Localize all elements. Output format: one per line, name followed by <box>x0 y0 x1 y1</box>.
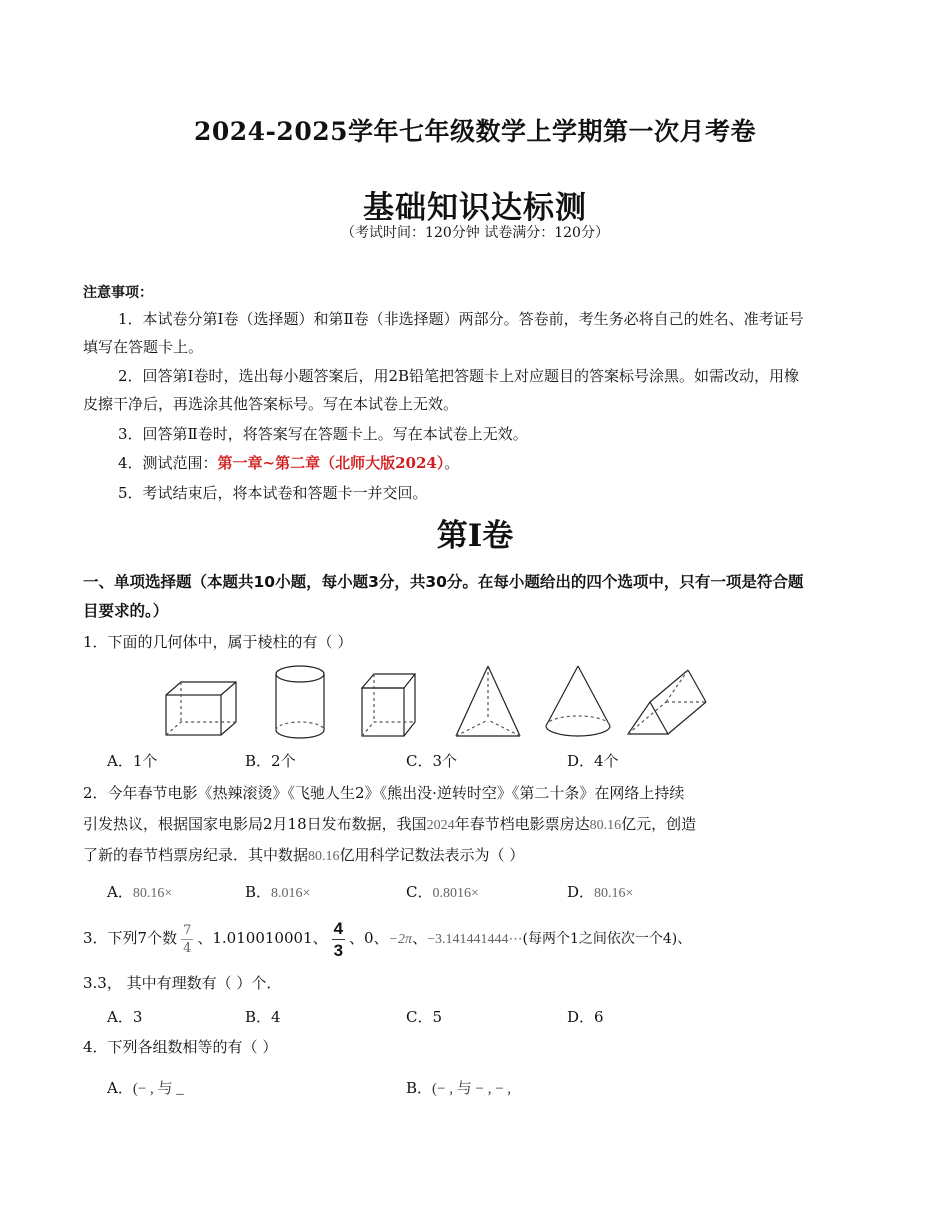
note-4-suffix: 。 <box>444 454 460 472</box>
note-4 <box>83 449 813 477</box>
pyramid-icon <box>456 666 520 736</box>
q1-option-a[interactable]: A．1个 <box>107 752 158 770</box>
note-4-prefix: 4．测试范围： <box>118 454 218 472</box>
fraction-7-4-denominator: 4 <box>183 940 192 956</box>
q3-option-b[interactable]: B．4 <box>245 1008 281 1026</box>
fraction-7-4 <box>181 924 193 955</box>
question-1-stem: 1．下面的几何体中，属于棱柱的有（ ） <box>83 633 353 651</box>
fraction-4-3 <box>332 920 345 959</box>
fraction-4-3-denominator: 3 <box>333 940 344 960</box>
exam-info: （考试时间：120分钟 试卷满分：120分） <box>341 225 609 241</box>
fraction-7-4-numerator: 7 <box>183 922 192 938</box>
q2-option-b-value: 8.016× <box>271 886 311 901</box>
square-prism-icon <box>362 674 415 736</box>
volume-title: 第Ⅰ卷 <box>436 518 514 554</box>
q3-suffix: (每两个1之间依次一个4)、 <box>522 931 692 947</box>
q2-option-d[interactable] <box>567 881 633 902</box>
q3-long-number: −3.141441444⋯ <box>427 932 523 947</box>
page-subtitle: 基础知识达标测 <box>363 190 587 226</box>
q2-option-a-label: A． <box>107 883 133 901</box>
q2-text-b: 年春节档电影票房达 <box>454 815 590 833</box>
q2-option-c[interactable] <box>406 881 479 902</box>
cone-icon <box>546 666 610 736</box>
q3-option-c[interactable]: C．5 <box>406 1008 443 1026</box>
q3-neg-2pi: −2π <box>388 932 413 947</box>
q2-option-d-label: D． <box>567 883 595 901</box>
question-2-line-3 <box>83 841 818 871</box>
page-title: 2024-2025学年七年级数学上学期第一次月考卷 <box>193 117 757 146</box>
q3-number-3: 、0、 <box>349 929 389 947</box>
question-3-line-2: 3.3， 其中有理数有（ ）个． <box>83 974 282 992</box>
note-2: 2．回答第Ⅰ卷时，选出每小题答案后，用2B铅笔把答题卡上对应题目的答案标号涂黑。如需改动，用橡皮擦干净后，再选涂其他答案标号。写在本试卷上无效。 <box>83 367 800 413</box>
q2-option-c-label: C． <box>406 883 433 901</box>
notes-heading: 注意事项： <box>83 285 153 301</box>
fraction-4-3-numerator: 4 <box>333 918 344 938</box>
triangular-prism-icon <box>628 670 706 734</box>
q2-text-a: 引发热议，根据国家电影局2月18日发布数据，我国 <box>83 815 427 833</box>
q2-option-b-label: B． <box>245 883 272 901</box>
question-2-line-1: 2．今年春节电影《热辣滚烫》《飞驰人生2》《熊出没·逆转时空》《第二十条》在网络上持续 <box>83 784 685 802</box>
q2-value-2: 80.16 <box>308 849 340 864</box>
q2-value: 80.16 <box>589 818 622 833</box>
q2-text-c: 亿元，创造 <box>621 815 697 833</box>
q3-prefix: 3．下列7个数 <box>83 929 178 947</box>
q2-year: 2024 <box>426 818 455 833</box>
note-5: 5．考试结束后，将本试卷和答题卡一并交回。 <box>118 484 428 502</box>
section-title: 一、单项选择题（本题共10小题，每小题3分，共30分。在每小题给出的四个选项中，只有一项是符合题目要求的。） <box>83 573 804 620</box>
q2-option-c-value: 0.8016× <box>432 886 479 901</box>
q1-option-b[interactable]: B．2个 <box>245 752 296 770</box>
q1-option-d[interactable]: D．4个 <box>567 752 619 770</box>
q3-option-d[interactable]: D．6 <box>567 1008 604 1026</box>
q4-option-a-expr: (− , 与 _ <box>132 1081 184 1097</box>
q4-option-a[interactable] <box>107 1077 184 1098</box>
q2-option-a[interactable] <box>107 881 172 902</box>
q4-option-b-label: B． <box>406 1079 433 1097</box>
q2-text-e: 亿用科学记数法表示为（ ） <box>339 846 525 864</box>
solid-figures <box>150 660 800 745</box>
q2-text-d: 了新的春节档票房纪录．其中数据 <box>83 846 309 864</box>
question-2-line-2 <box>83 810 818 840</box>
q4-option-a-label: A． <box>107 1079 133 1097</box>
note-3: 3．回答第Ⅱ卷时，将答案写在答题卡上。写在本试卷上无效。 <box>118 425 528 443</box>
question-4-stem: 4．下列各组数相等的有（ ） <box>83 1038 278 1056</box>
q2-option-b[interactable] <box>245 881 310 902</box>
q4-option-b[interactable] <box>406 1077 511 1098</box>
test-range: 第一章~第二章（北师大版2024） <box>217 454 445 472</box>
q4-option-b-expr: (− , 与 − , − , <box>432 1081 512 1097</box>
q3-option-a[interactable]: A．3 <box>107 1008 143 1026</box>
cuboid-icon <box>166 682 236 735</box>
q3-number-2: 、1.010010001、 <box>197 929 328 947</box>
question-3-line-1 <box>83 918 818 960</box>
q1-option-c[interactable]: C．3个 <box>406 752 458 770</box>
q3-separator: 、 <box>412 929 428 947</box>
q2-option-a-value: 80.16× <box>132 886 173 901</box>
cylinder-icon <box>276 666 324 738</box>
note-1: 1．本试卷分第Ⅰ卷（选择题）和第Ⅱ卷（非选择题）两部分。答卷前，考生务必将自己的姓名、准考证号填写在答题卡上。 <box>83 310 804 356</box>
q2-option-d-value: 80.16× <box>594 886 634 901</box>
